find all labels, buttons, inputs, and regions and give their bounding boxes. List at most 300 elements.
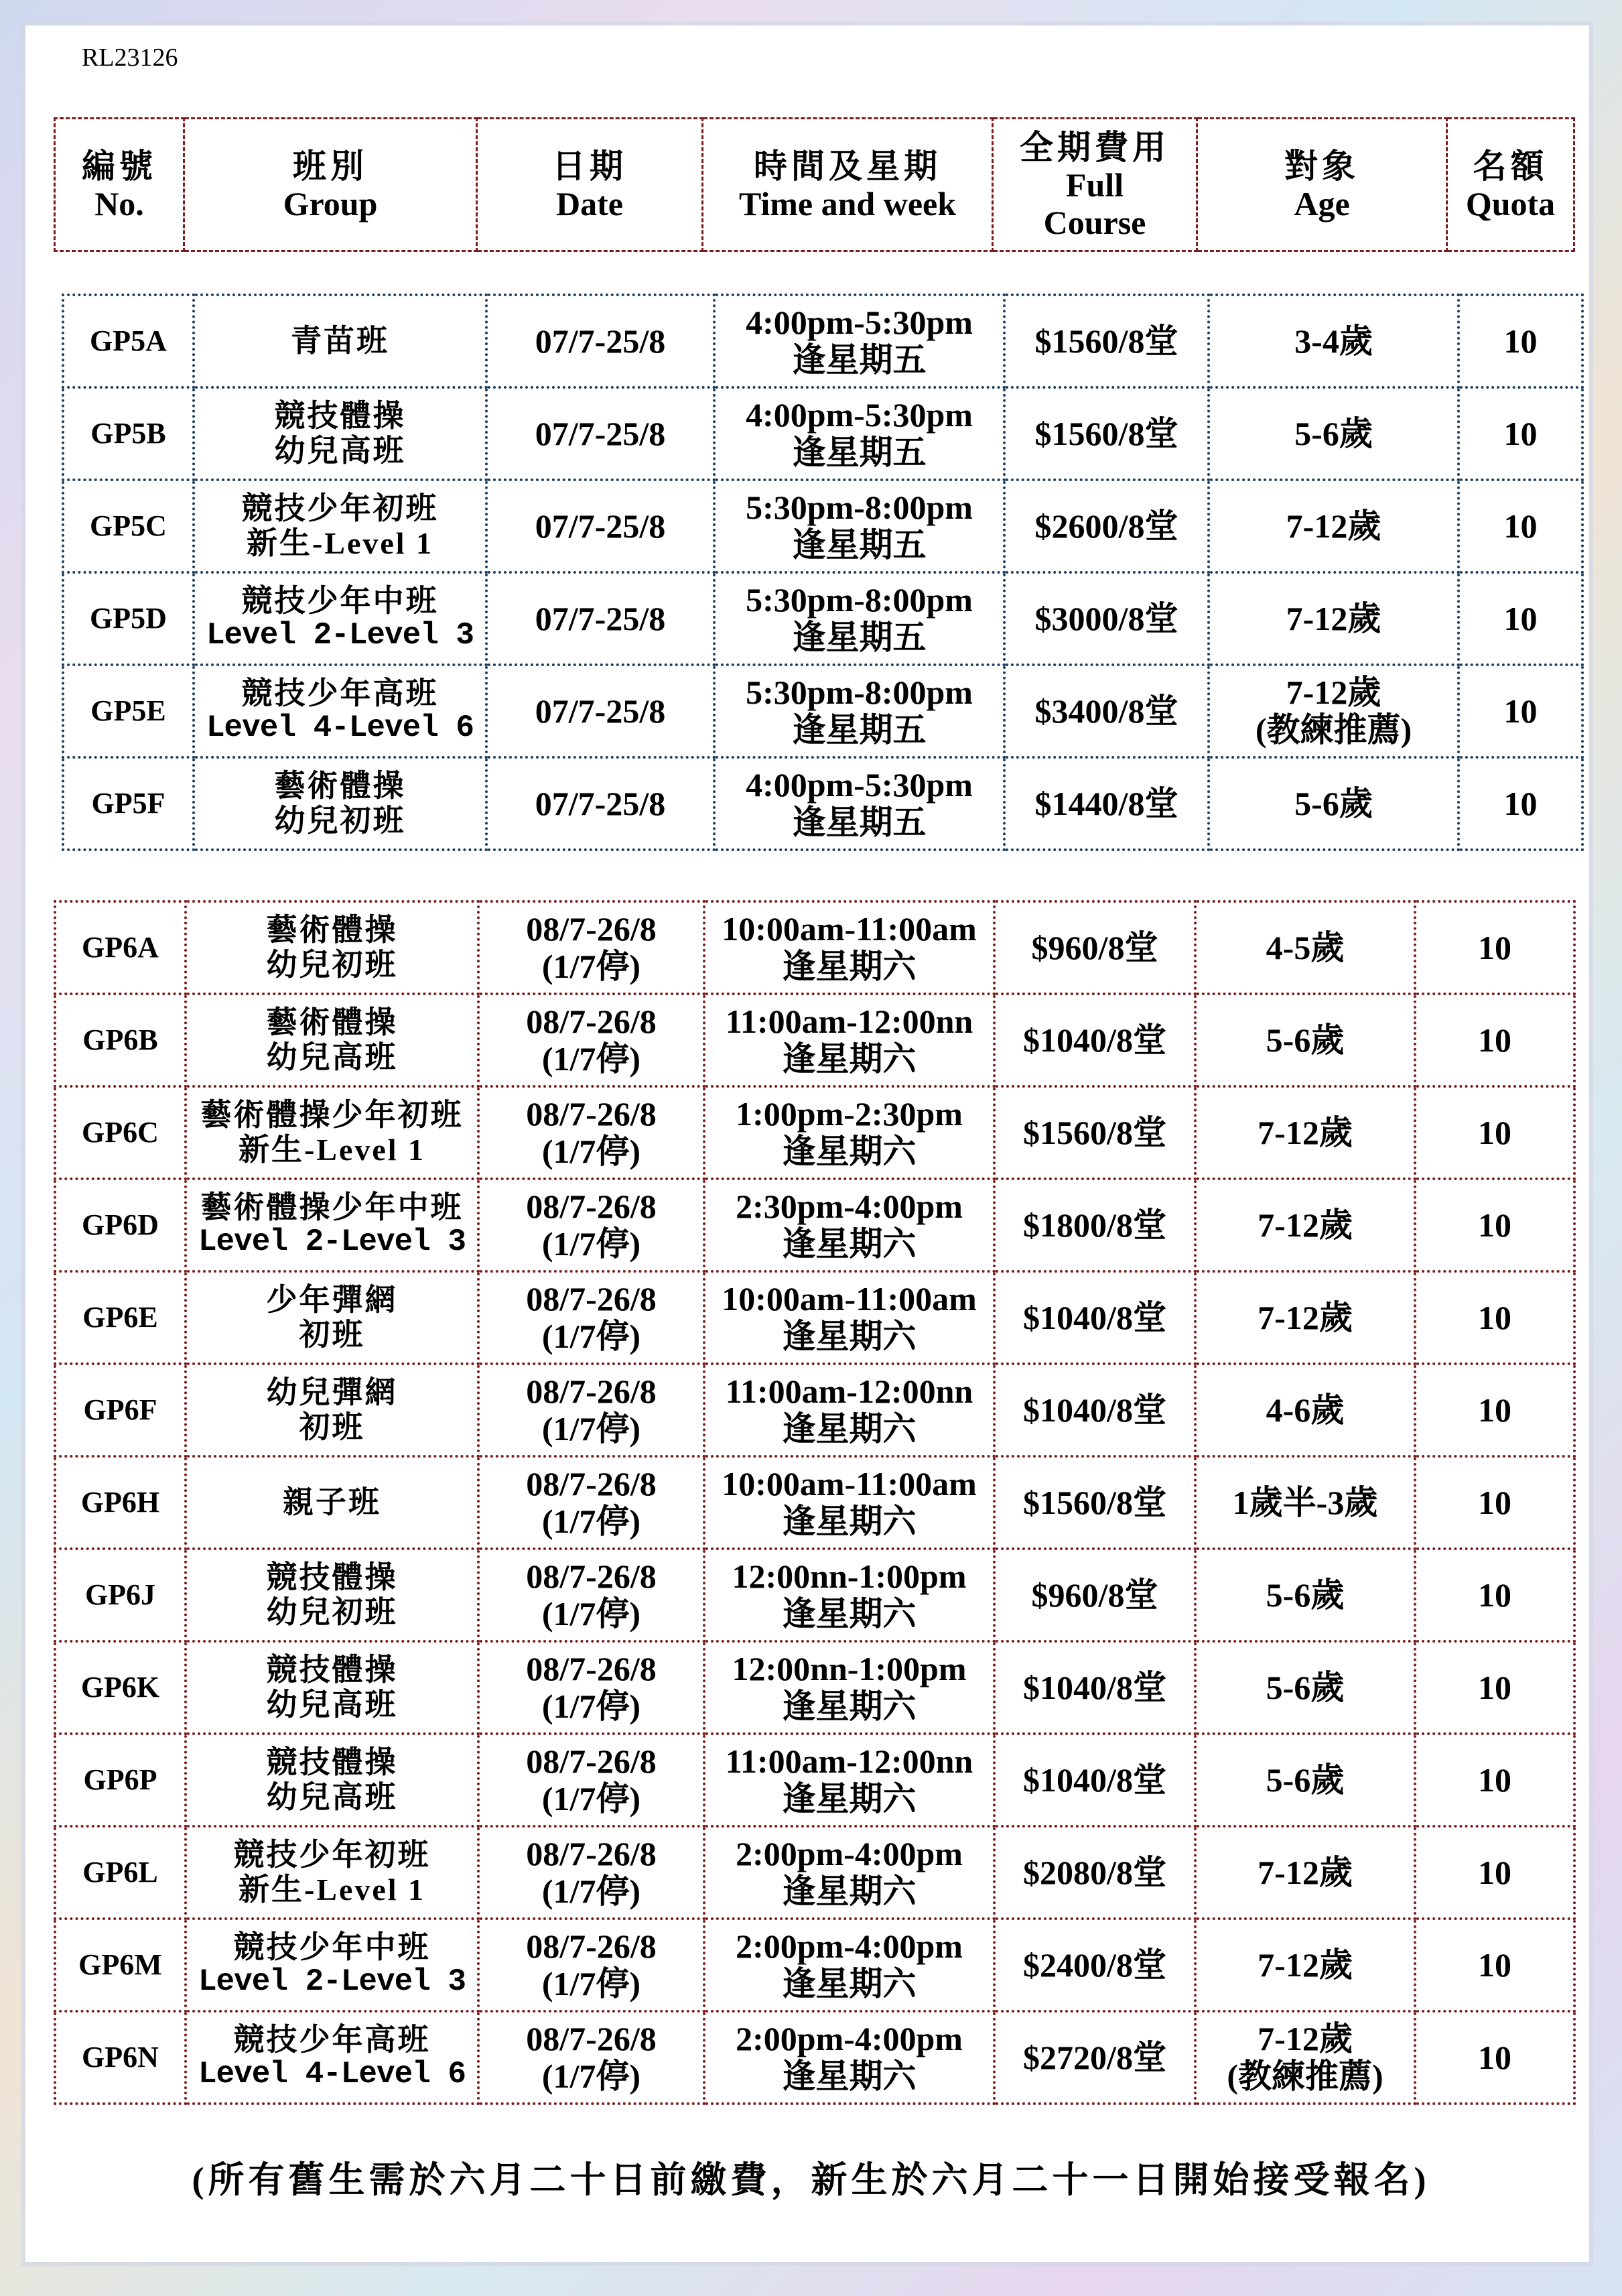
class-age-age1: 5-6歲: [1266, 1021, 1345, 1059]
class-time-time: 5:30pm-8:00pm: [746, 581, 973, 619]
class-quota: [1415, 1734, 1574, 1826]
class-date: [486, 665, 714, 757]
class-time: [704, 994, 994, 1086]
class-date-date2: (1/7停): [541, 1318, 641, 1355]
class-quota: [1415, 1086, 1574, 1179]
class-group: [186, 2011, 478, 2104]
class-date-date2: (1/7停): [541, 1503, 641, 1540]
class-group: [194, 572, 486, 665]
class-time: [704, 1271, 994, 1364]
class-date: [478, 1086, 704, 1179]
class-date-date1: 07/7-25/8: [535, 415, 666, 452]
class-quota-quota: 10: [1478, 1576, 1511, 1614]
class-code: [55, 2011, 186, 2104]
class-group-g1: 競技少年高班: [233, 2023, 431, 2057]
class-date-date1: 08/7-26/8: [526, 910, 657, 948]
class-date: [486, 295, 714, 387]
class-code-no: GP6F: [83, 1393, 157, 1427]
class-code-no: GP6L: [82, 1856, 158, 1889]
class-group-g1: 競技少年高班: [241, 676, 439, 711]
class-group-g1: 藝術體操: [266, 1005, 398, 1040]
class-age-age1: 4-6歲: [1266, 1391, 1345, 1429]
class-group-g2: 新生-Level 1: [238, 1872, 426, 1907]
class-quota: [1415, 1919, 1574, 2011]
class-group-g1: 競技少年中班: [233, 1930, 431, 1965]
class-quota: [1415, 994, 1574, 1086]
class-group-g2: Level 4-Level 6: [198, 2057, 466, 2092]
class-code: [55, 1364, 186, 1456]
class-fee-fee: $1040/8堂: [1023, 1299, 1166, 1336]
class-quota-quota: 10: [1503, 507, 1538, 545]
class-time: [704, 2011, 994, 2104]
class-code-no: GP5C: [90, 509, 167, 543]
table-row: [63, 295, 1582, 387]
class-time-day: 逢星期五: [792, 526, 927, 564]
table-row: [55, 1734, 1574, 1826]
class-age-age1: 5-6歲: [1294, 415, 1373, 452]
class-group-g2: 幼兒初班: [266, 948, 398, 982]
class-group: [186, 1456, 478, 1549]
class-fee-fee: $1560/8堂: [1023, 1114, 1166, 1151]
class-group-g1: 競技少年初班: [233, 1838, 431, 1872]
class-time-day: 逢星期五: [792, 711, 927, 749]
class-age: [1195, 1271, 1415, 1364]
class-group: [186, 1179, 478, 1271]
class-date: [478, 1549, 704, 1641]
class-age-age1: 7-12歲: [1258, 1854, 1353, 1891]
class-time-time: 4:00pm-5:30pm: [746, 766, 973, 804]
class-fee-fee: $1560/8堂: [1034, 322, 1178, 360]
class-group-g2: 初班: [299, 1410, 365, 1444]
table-row: [55, 1549, 1574, 1641]
class-code-no: GP5D: [90, 602, 167, 635]
table-row: [55, 2011, 1574, 2104]
class-group-g2: 幼兒初班: [274, 804, 406, 838]
class-group: [186, 1086, 478, 1179]
class-code-no: GP6C: [82, 1116, 159, 1149]
class-time: [704, 1179, 994, 1271]
class-time-day: 逢星期六: [782, 1872, 917, 1910]
class-age-age1: 7-12歲: [1258, 1206, 1353, 1244]
saturday-classes-table: [54, 900, 1576, 2105]
class-fee: [1004, 665, 1209, 757]
class-fee-fee: $2600/8堂: [1034, 507, 1178, 545]
class-quota-quota: 10: [1503, 692, 1538, 730]
class-code: [55, 1456, 186, 1549]
class-time: [704, 1641, 994, 1734]
class-age-age1: 1歲半-3歲: [1232, 1484, 1378, 1521]
class-time: [704, 901, 994, 994]
class-fee: [994, 901, 1195, 994]
class-quota-quota: 10: [1478, 1299, 1511, 1336]
class-code-no: GP6B: [82, 1023, 158, 1057]
class-quota: [1415, 901, 1574, 994]
class-group-g1: 藝術體操: [266, 913, 398, 948]
class-age-age1: 5-6歲: [1266, 1761, 1345, 1799]
class-age: [1195, 901, 1415, 994]
class-date: [478, 901, 704, 994]
class-fee-fee: $1440/8堂: [1034, 785, 1178, 822]
class-group: [194, 480, 486, 572]
class-time: [714, 757, 1004, 850]
class-age-age1: 7-12歲: [1258, 1114, 1353, 1151]
class-age-age1: 4-5歲: [1266, 929, 1345, 966]
class-date-date1: 08/7-26/8: [526, 1742, 657, 1780]
table-row: [63, 480, 1582, 572]
class-date-date1: 08/7-26/8: [526, 1188, 657, 1225]
class-code-no: GP6A: [82, 931, 159, 964]
class-group-g1: 競技體操: [274, 399, 406, 434]
class-date-date2: (1/7停): [541, 1410, 641, 1448]
header-time: 時間及星期 Time and week: [703, 119, 993, 251]
class-quota: [1415, 2011, 1574, 2104]
class-date: [486, 480, 714, 572]
table-row: [63, 387, 1582, 480]
class-time-day: 逢星期六: [782, 1503, 917, 1540]
class-code: [55, 1086, 186, 1179]
class-code: [63, 387, 194, 480]
class-age-age1: 5-6歲: [1294, 785, 1373, 822]
class-group: [194, 757, 486, 850]
class-group-g1: 競技少年中班: [241, 584, 439, 619]
class-time: [714, 295, 1004, 387]
class-code: [55, 1826, 186, 1919]
class-group-g1: 藝術體操少年中班: [200, 1190, 464, 1225]
class-fee-fee: $960/8堂: [1031, 1576, 1158, 1614]
table-row: [55, 1271, 1574, 1364]
class-age: [1209, 480, 1459, 572]
class-fee-fee: $2400/8堂: [1023, 1946, 1166, 1984]
class-time-time: 1:00pm-2:30pm: [736, 1095, 963, 1133]
table-row: [55, 1919, 1574, 2011]
class-date: [478, 1271, 704, 1364]
class-date: [486, 572, 714, 665]
class-quota-quota: 10: [1478, 1946, 1511, 1984]
class-group: [186, 901, 478, 994]
class-date-date2: (1/7停): [541, 1040, 641, 1078]
class-age: [1195, 1826, 1415, 1919]
class-code-no: GP5F: [91, 787, 165, 820]
class-group-g2: 幼兒高班: [266, 1040, 398, 1074]
class-date-date1: 08/7-26/8: [526, 2020, 657, 2057]
class-date-date2: (1/7停): [541, 948, 641, 985]
class-fee-fee: $1040/8堂: [1023, 1761, 1166, 1799]
class-time: [714, 572, 1004, 665]
class-quota: [1459, 665, 1582, 757]
class-time-day: 逢星期六: [782, 2057, 917, 2095]
class-age: [1195, 1549, 1415, 1641]
class-time: [704, 1456, 994, 1549]
class-time-day: 逢星期六: [782, 1040, 917, 1078]
class-fee: [994, 1086, 1195, 1179]
class-quota: [1415, 1364, 1574, 1456]
class-quota-quota: 10: [1478, 1206, 1511, 1244]
class-fee: [994, 2011, 1195, 2104]
class-code-no: GP6K: [80, 1671, 160, 1704]
class-time-day: 逢星期六: [782, 1687, 917, 1725]
class-group-g1: 藝術體操: [274, 769, 406, 804]
table-row: [55, 1364, 1574, 1456]
class-code-no: GP6N: [82, 2041, 159, 2074]
table-row: [63, 757, 1582, 850]
class-code: [55, 1919, 186, 2011]
class-date: [478, 1641, 704, 1734]
class-date-date2: (1/7停): [541, 1780, 641, 1817]
class-fee: [1004, 295, 1209, 387]
header-fee: 全期費用 Full Course: [993, 119, 1197, 251]
class-fee: [994, 1826, 1195, 1919]
class-time-day: 逢星期六: [782, 1410, 917, 1448]
class-time: [704, 1086, 994, 1179]
class-age-age1: 7-12歲: [1258, 2020, 1353, 2057]
class-group: [186, 1641, 478, 1734]
class-group-g2: Level 4-Level 6: [206, 710, 474, 745]
class-date-date1: 07/7-25/8: [535, 785, 666, 822]
class-group: [186, 1734, 478, 1826]
class-date-date2: (1/7停): [541, 1595, 641, 1633]
table-row: [63, 665, 1582, 757]
class-age-age1: 5-6歲: [1266, 1669, 1345, 1706]
class-age-age2: (教練推薦): [1227, 2057, 1383, 2095]
document-code: RL23126: [82, 44, 178, 72]
class-quota-quota: 10: [1478, 1669, 1511, 1706]
class-date: [486, 387, 714, 480]
class-time-day: 逢星期六: [782, 1225, 917, 1263]
class-quota-quota: 10: [1478, 1484, 1511, 1521]
class-date: [486, 757, 714, 850]
class-fee-fee: $2080/8堂: [1023, 1854, 1166, 1891]
class-code-no: GP6J: [84, 1578, 156, 1612]
friday-classes-table: [62, 294, 1584, 851]
column-header-table: [54, 117, 1575, 252]
table-row: [55, 1826, 1574, 1919]
class-date-date2: (1/7停): [541, 1225, 641, 1263]
class-time-day: 逢星期五: [792, 434, 927, 471]
class-date-date2: (1/7停): [541, 1687, 641, 1725]
class-date-date2: (1/7停): [541, 1133, 641, 1170]
class-time-time: 4:00pm-5:30pm: [746, 396, 973, 434]
class-time-day: 逢星期六: [782, 1965, 917, 2002]
header-age: 對象 Age: [1197, 119, 1447, 251]
class-fee: [994, 994, 1195, 1086]
class-quota: [1415, 1179, 1574, 1271]
class-time: [714, 665, 1004, 757]
class-time: [714, 387, 1004, 480]
class-date-date1: 08/7-26/8: [526, 1835, 657, 1872]
class-group: [186, 1549, 478, 1641]
class-time: [704, 1919, 994, 2011]
table-row: [55, 901, 1574, 994]
class-fee: [994, 1734, 1195, 1826]
class-group-g2: 幼兒初班: [266, 1595, 398, 1629]
class-date-date1: 08/7-26/8: [526, 1465, 657, 1503]
table-row: [55, 1641, 1574, 1734]
class-quota-quota: 10: [1478, 1021, 1511, 1059]
class-fee: [1004, 572, 1209, 665]
class-code: [55, 901, 186, 994]
class-group-g2: 幼兒高班: [274, 434, 406, 468]
class-date-date1: 08/7-26/8: [526, 1095, 657, 1133]
class-date: [478, 1179, 704, 1271]
class-date-date1: 08/7-26/8: [526, 1280, 657, 1318]
class-time-day: 逢星期五: [792, 804, 927, 841]
class-fee: [994, 1179, 1195, 1271]
class-group-g1: 競技體操: [266, 1745, 398, 1780]
class-group-g2: 初班: [299, 1318, 365, 1352]
class-code: [63, 665, 194, 757]
class-group: [194, 665, 486, 757]
class-fee: [994, 1919, 1195, 2011]
class-date: [478, 2011, 704, 2104]
class-time-day: 逢星期六: [782, 1595, 917, 1633]
class-time: [704, 1826, 994, 1919]
class-date: [478, 1734, 704, 1826]
class-group-g1: 藝術體操少年初班: [200, 1098, 464, 1133]
class-time-day: 逢星期五: [792, 619, 927, 656]
class-date-date2: (1/7停): [541, 2057, 641, 2095]
class-date: [478, 1364, 704, 1456]
class-date-date1: 08/7-26/8: [526, 1003, 657, 1040]
class-quota-quota: 10: [1503, 322, 1538, 360]
class-time: [704, 1549, 994, 1641]
class-code: [55, 1271, 186, 1364]
class-fee: [994, 1549, 1195, 1641]
class-fee: [994, 1641, 1195, 1734]
class-quota-quota: 10: [1503, 415, 1538, 452]
class-group-g1: 青苗班: [291, 324, 389, 359]
class-code-no: GP6D: [82, 1208, 159, 1242]
class-age-age1: 7-12歲: [1286, 600, 1381, 637]
class-time-time: 11:00am-12:00nn: [725, 1003, 973, 1040]
class-time-time: 11:00am-12:00nn: [725, 1742, 973, 1780]
class-quota-quota: 10: [1478, 1761, 1511, 1799]
class-group-g2: 幼兒高班: [266, 1687, 398, 1722]
class-time-time: 10:00am-11:00am: [722, 1280, 977, 1318]
class-date-date1: 07/7-25/8: [535, 322, 666, 360]
class-quota: [1459, 387, 1582, 480]
class-code: [55, 1734, 186, 1826]
class-fee: [1004, 387, 1209, 480]
class-group-g2: 新生-Level 1: [246, 526, 434, 560]
class-code-no: GP5A: [90, 324, 167, 358]
class-group-g2: Level 2-Level 3: [198, 1224, 466, 1259]
class-quota-quota: 10: [1478, 1114, 1511, 1151]
class-time-day: 逢星期六: [782, 1780, 917, 1817]
class-age: [1195, 1734, 1415, 1826]
class-age: [1209, 295, 1459, 387]
class-age: [1195, 1364, 1415, 1456]
class-date-date1: 08/7-26/8: [526, 1927, 657, 1965]
class-fee-fee: $3400/8堂: [1034, 692, 1178, 730]
class-group: [186, 1919, 478, 2011]
class-time-time: 4:00pm-5:30pm: [746, 304, 973, 341]
table-row: [55, 1179, 1574, 1271]
class-code-no: GP6M: [78, 1948, 162, 1982]
class-date-date1: 08/7-26/8: [526, 1650, 657, 1687]
class-time-day: 逢星期六: [782, 948, 917, 985]
class-age: [1195, 1919, 1415, 2011]
class-date-date2: (1/7停): [541, 1965, 641, 2002]
header-group: 班別 Group: [184, 119, 477, 251]
class-age-age1: 7-12歲: [1258, 1946, 1353, 1984]
class-age: [1195, 994, 1415, 1086]
class-date-date1: 08/7-26/8: [526, 1557, 657, 1595]
class-date-date1: 07/7-25/8: [535, 600, 666, 637]
class-time-time: 12:00nn-1:00pm: [732, 1650, 967, 1687]
class-group-g1: 幼兒彈網: [266, 1375, 398, 1410]
class-fee: [1004, 480, 1209, 572]
class-group-g1: 競技體操: [266, 1560, 398, 1595]
class-fee-fee: $1560/8堂: [1023, 1484, 1166, 1521]
class-time-day: 逢星期五: [792, 341, 927, 379]
class-group: [186, 1271, 478, 1364]
class-fee-fee: $2720/8堂: [1023, 2039, 1166, 2076]
class-quota: [1459, 480, 1582, 572]
table-row: [55, 1086, 1574, 1179]
class-code: [63, 295, 194, 387]
class-group: [186, 1826, 478, 1919]
class-code: [55, 1179, 186, 1271]
class-date: [478, 1826, 704, 1919]
class-group-g1: 競技少年初班: [241, 491, 439, 526]
class-age: [1195, 2011, 1415, 2104]
class-quota-quota: 10: [1478, 929, 1511, 966]
class-group-g2: 新生-Level 1: [238, 1133, 426, 1167]
class-group-g2: 幼兒高班: [266, 1780, 398, 1814]
class-code: [63, 757, 194, 850]
class-time-time: 5:30pm-8:00pm: [746, 674, 973, 711]
class-quota-quota: 10: [1478, 2039, 1511, 2076]
class-date-date1: 08/7-26/8: [526, 1373, 657, 1410]
class-group: [194, 295, 486, 387]
class-time-time: 2:00pm-4:00pm: [736, 1927, 963, 1965]
class-code: [55, 1549, 186, 1641]
class-code-no: GP5B: [90, 417, 166, 450]
class-time: [714, 480, 1004, 572]
class-date: [478, 1919, 704, 2011]
class-fee-fee: $1040/8堂: [1023, 1669, 1166, 1706]
class-time-time: 2:30pm-4:00pm: [736, 1188, 963, 1225]
class-quota: [1459, 757, 1582, 850]
class-code-no: GP6P: [83, 1763, 157, 1797]
class-time-time: 11:00am-12:00nn: [725, 1373, 973, 1410]
class-fee-fee: $3000/8堂: [1034, 600, 1178, 637]
class-fee-fee: $1040/8堂: [1023, 1391, 1166, 1429]
class-code-no: GP5E: [90, 694, 166, 728]
class-quota: [1459, 572, 1582, 665]
class-time-time: 10:00am-11:00am: [722, 910, 977, 948]
class-age: [1209, 387, 1459, 480]
class-age: [1195, 1086, 1415, 1179]
table-row: [63, 572, 1582, 665]
class-age: [1195, 1641, 1415, 1734]
class-age-age1: 3-4歲: [1294, 322, 1373, 360]
class-time-day: 逢星期六: [782, 1318, 917, 1355]
class-age: [1209, 665, 1459, 757]
class-fee: [994, 1271, 1195, 1364]
class-time-time: 2:00pm-4:00pm: [736, 1835, 963, 1872]
class-group: [186, 994, 478, 1086]
class-age: [1195, 1179, 1415, 1271]
class-quota: [1415, 1456, 1574, 1549]
class-quota: [1415, 1641, 1574, 1734]
table-row: [55, 994, 1574, 1086]
class-age: [1209, 572, 1459, 665]
class-quota: [1415, 1549, 1574, 1641]
class-code: [63, 480, 194, 572]
table-row: [55, 1456, 1574, 1549]
class-quota: [1415, 1271, 1574, 1364]
